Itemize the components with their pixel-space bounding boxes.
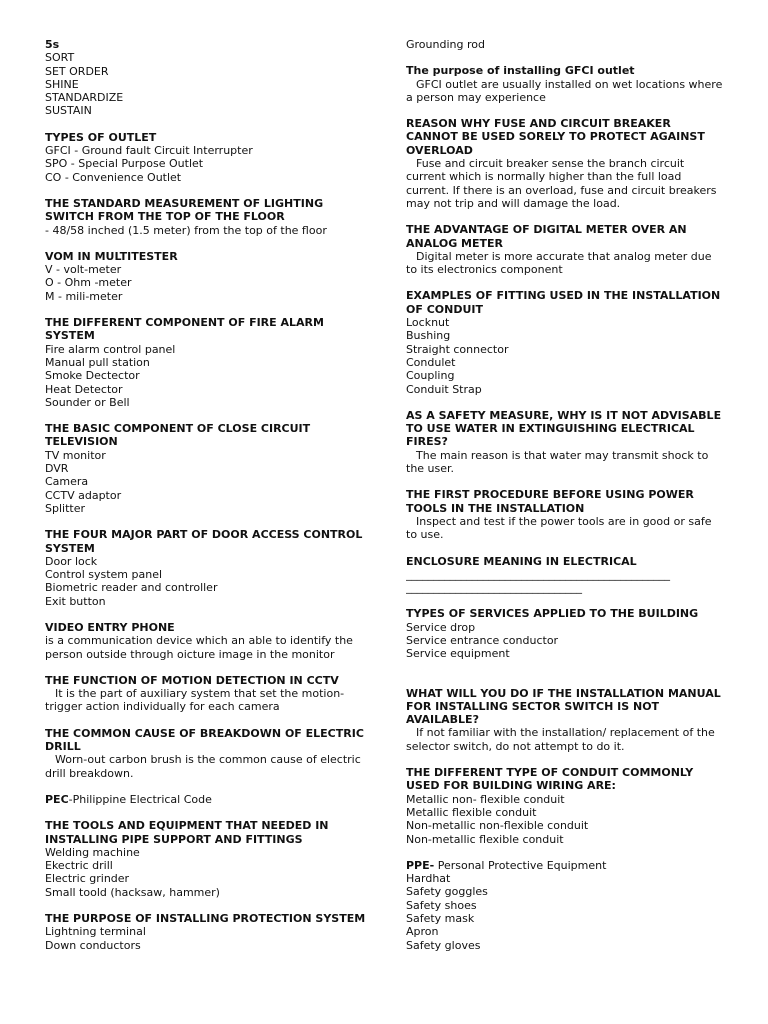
section <box>406 555 724 595</box>
list-item: Sounder or Bell <box>45 395 130 409</box>
list-item: Locknut <box>406 316 450 330</box>
list-item: Door lock <box>45 554 98 568</box>
section <box>406 223 724 276</box>
list-item: Safety shoes <box>406 898 477 912</box>
section <box>45 250 370 303</box>
section <box>45 674 370 714</box>
list-item: CCTV adaptor <box>45 488 122 502</box>
list-item: Straight connector <box>406 342 509 356</box>
list-item: Metallic non- flexible conduit <box>406 792 565 806</box>
inline-definition <box>406 859 724 872</box>
section <box>406 766 724 846</box>
inline-term: PPE- <box>406 858 435 872</box>
list-item: Manual pull station <box>45 355 150 369</box>
section <box>45 793 370 806</box>
list-item: SUSTAIN <box>45 104 92 118</box>
list-item: - 48/58 inched (1.5 meter) from the top of the floor <box>45 223 327 237</box>
section-heading: TYPES OF SERVICES APPLIED TO THE BUILDING <box>406 607 699 621</box>
inline-definition <box>45 793 370 806</box>
list-item: Hardhat <box>406 872 451 886</box>
section <box>45 727 370 780</box>
section <box>45 621 370 661</box>
section <box>45 528 370 608</box>
section <box>406 117 724 210</box>
list-item: Exit button <box>45 594 106 608</box>
list-item: GFCI - Ground fault Circuit Interrupter <box>45 144 253 158</box>
section-heading: WHAT WILL YOU DO IF THE INSTALLATION MANUAL FOR INSTALLING SECTOR SWITCH IS NOT AVAILABLE? <box>406 686 721 727</box>
section-heading: EXAMPLES OF FITTING USED IN THE INSTALLATION OF CONDUIT <box>406 289 721 316</box>
list-item: Control system panel <box>45 568 163 582</box>
section-heading: THE ADVANTAGE OF DIGITAL METER OVER AN ANALOG METER <box>406 223 687 250</box>
section-paragraph: It is the part of auxiliary system that set the motion-trigger action individually for each camera <box>45 687 345 714</box>
section-heading: The purpose of installing GFCI outlet <box>406 64 635 78</box>
list-item: SHINE <box>45 77 79 91</box>
left-column <box>45 38 370 965</box>
list-item: Fire alarm control panel <box>45 342 176 356</box>
section <box>45 819 370 899</box>
section-heading: THE STANDARD MEASUREMENT OF LIGHTING SWITCH FROM THE TOP OF THE FLOOR <box>45 196 324 224</box>
list-item: Safety mask <box>406 912 475 926</box>
section <box>406 607 724 660</box>
section <box>406 38 724 51</box>
section <box>406 409 724 475</box>
section-heading: THE FIRST PROCEDURE BEFORE USING POWER TOOLS IN THE INSTALLATION <box>406 488 694 515</box>
section-paragraph: If not familiar with the installation/ replacement of the selector switch, do not attempt to do it. <box>406 726 715 753</box>
list-item: Bushing <box>406 329 451 343</box>
list-item: Splitter <box>45 501 85 515</box>
section-paragraph: Fuse and circuit breaker sense the branch circuit current which is normally higher than the full load current. If there is an overload, fuse and circuit breakers may not trip and will damage the load. <box>406 157 717 210</box>
section <box>45 38 370 118</box>
section-paragraph: Digital meter is more accurate that analog meter due to its electronics component <box>406 249 712 277</box>
list-item: Metallic flexible conduit <box>406 805 537 819</box>
list-item: Coupling <box>406 369 455 383</box>
answer-blank: ________________________________________________ <box>406 567 670 581</box>
list-item: Non-metallic non-flexible conduit <box>406 819 589 833</box>
inline-text: Personal Protective Equipment <box>434 858 607 872</box>
section-heading: THE FUNCTION OF MOTION DETECTION IN CCTV <box>45 673 339 687</box>
section-heading: THE BASIC COMPONENT OF CLOSE CIRCUIT TELEVISION <box>45 422 311 449</box>
list-item: Grounding rod <box>406 38 485 51</box>
section-heading: THE TOOLS AND EQUIPMENT THAT NEEDED IN INSTALLING PIPE SUPPORT AND FITTINGS <box>45 819 329 846</box>
section-heading: ENCLOSURE MEANING IN ELECTRICAL <box>406 554 637 568</box>
section-heading: THE DIFFERENT TYPE OF CONDUIT COMMONLY USED FOR BUILDING WIRING ARE: <box>406 766 694 793</box>
list-item: DVR <box>45 462 69 476</box>
list-item: Safety gloves <box>406 938 481 952</box>
list-item: Camera <box>45 475 89 489</box>
list-item: TV monitor <box>45 448 106 462</box>
list-item: M - mili-meter <box>45 289 123 303</box>
list-item: SPO - Special Purpose Outlet <box>45 157 204 171</box>
list-item: Condulet <box>406 355 456 369</box>
list-item: Safety goggles <box>406 885 488 899</box>
list-item: Down conductors <box>45 938 141 952</box>
list-item: SORT <box>45 51 75 65</box>
list-item: Conduit Strap <box>406 382 482 396</box>
section-heading: VIDEO ENTRY PHONE <box>45 620 175 634</box>
section-heading: THE COMMON CAUSE OF BREAKDOWN OF ELECTRIC DRILL <box>45 726 364 754</box>
section-heading: AS A SAFETY MEASURE, WHY IS IT NOT ADVISABLE TO USE WATER IN EXTINGUISHING ELECTRICAL FIRES? <box>406 408 722 449</box>
section <box>45 197 370 237</box>
section <box>406 859 724 952</box>
section-heading: THE FOUR MAJOR PART OF DOOR ACCESS CONTROL SYSTEM <box>45 528 363 555</box>
section-paragraph: Worn-out carbon brush is the common cause of electric drill breakdown. <box>45 753 361 780</box>
section-paragraph: GFCI outlet are usually installed on wet locations where a person may experience <box>406 77 723 104</box>
section-paragraph: is a communication device which an able to identify the person outside through oicture image in the monitor <box>45 634 353 661</box>
section-heading: 5s <box>45 38 60 51</box>
section-paragraph: Inspect and test if the power tools are in good or safe to use. <box>406 514 712 542</box>
list-item: Welding machine <box>45 845 140 859</box>
section-heading: THE PURPOSE OF INSTALLING PROTECTION SYSTEM <box>45 912 366 926</box>
inline-text: -Philippine Electrical Code <box>68 792 212 806</box>
list-item: STANDARDIZE <box>45 91 124 105</box>
inline-term: PEC <box>45 792 69 806</box>
list-item: Biometric reader and controller <box>45 581 218 595</box>
section <box>406 289 724 395</box>
list-item: Service equipment <box>406 647 510 661</box>
section-heading: VOM IN MULTITESTER <box>45 249 178 263</box>
section-paragraph: The main reason is that water may transmit shock to the user. <box>406 448 709 476</box>
section <box>45 316 370 409</box>
list-item: Electric grinder <box>45 872 130 886</box>
right-column <box>406 38 724 965</box>
list-item: Service drop <box>406 620 476 634</box>
list-item: Smoke Dectector <box>45 369 140 383</box>
list-item: Lightning terminal <box>45 925 146 939</box>
section-heading: TYPES OF OUTLET <box>45 130 157 144</box>
list-item: Ekectric drill <box>45 859 113 873</box>
list-item: V - volt-meter <box>45 263 122 277</box>
section-heading: THE DIFFERENT COMPONENT OF FIRE ALARM SYSTEM <box>45 316 324 343</box>
list-item: SET ORDER <box>45 64 109 78</box>
list-item: Non-metallic flexible conduit <box>406 832 564 846</box>
list-item: Service entrance conductor <box>406 633 559 647</box>
section <box>45 912 370 952</box>
section <box>45 422 370 515</box>
section <box>406 687 724 753</box>
list-item: Heat Detector <box>45 382 123 396</box>
list-item: Apron <box>406 925 439 939</box>
list-item: O - Ohm -meter <box>45 276 132 290</box>
list-item: CO - Convenience Outlet <box>45 170 182 184</box>
section-heading: REASON WHY FUSE AND CIRCUIT BREAKER CANNOT BE USED SORELY TO PROTECT AGAINST OVERLOAD <box>406 117 705 157</box>
section <box>406 64 724 104</box>
section <box>45 131 370 184</box>
section <box>406 488 724 541</box>
answer-blank: ________________________________ <box>406 581 582 595</box>
list-item: Small toold (hacksaw, hammer) <box>45 885 220 899</box>
